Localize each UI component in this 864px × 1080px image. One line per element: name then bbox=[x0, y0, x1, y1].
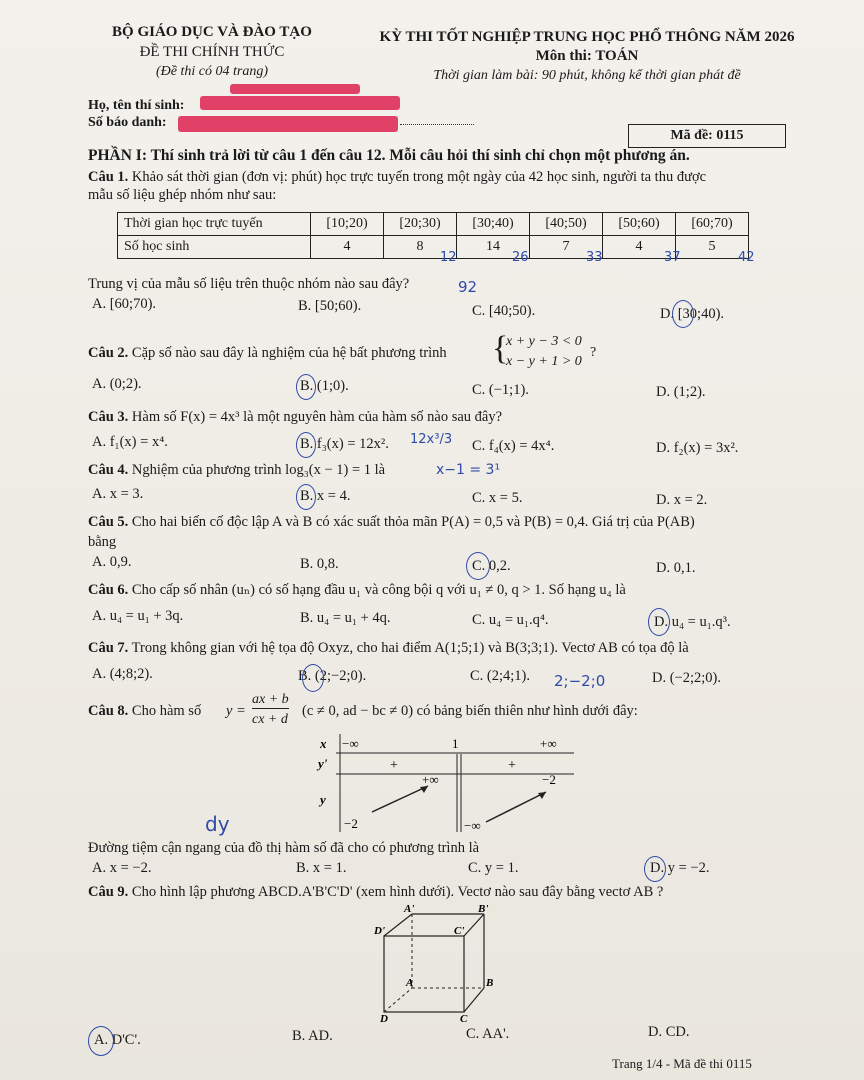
q5-label: Câu 5. bbox=[88, 514, 129, 530]
q2-text: Cặp số nào sau đây là nghiệm của hệ bất phương trình bbox=[131, 345, 447, 361]
handwriting-note: x−1 = 3¹ bbox=[436, 462, 501, 478]
q9-label: Câu 9. bbox=[88, 884, 129, 900]
q2-line bbox=[88, 345, 447, 362]
answer-circle bbox=[296, 484, 316, 510]
handwriting-note: 2;−2;0 bbox=[554, 672, 606, 690]
q5-line bbox=[88, 514, 695, 531]
redaction-id bbox=[178, 116, 398, 132]
handwriting-cumulative: 12 bbox=[440, 250, 457, 265]
table-count: 7 bbox=[530, 236, 603, 259]
q7-option-c[interactable]: C. (2;4;1). bbox=[470, 668, 531, 684]
q6-option-b[interactable]: B. u₄ = u₁ + 4q. bbox=[300, 610, 391, 626]
q6-line bbox=[88, 582, 626, 599]
vt-minus-infinity: −∞ bbox=[342, 736, 359, 751]
q2-option-a[interactable]: A. (0;2). bbox=[92, 376, 142, 392]
vt-yprime-label: y' bbox=[318, 756, 328, 771]
vt-sign-plus: + bbox=[508, 758, 516, 773]
table-count: 5 bbox=[676, 236, 749, 259]
exam-code-box: Mã đề: 0115 bbox=[628, 124, 786, 148]
table-count: 8 bbox=[384, 236, 457, 259]
q8-line bbox=[88, 703, 201, 720]
q4-option-c[interactable]: C. x = 5. bbox=[472, 490, 523, 506]
q4-option-d[interactable]: D. x = 2. bbox=[656, 492, 708, 508]
answer-circle bbox=[466, 552, 490, 580]
table-group: [50;60) bbox=[603, 213, 676, 236]
increasing-arrow-1 bbox=[372, 786, 428, 812]
table-row bbox=[118, 236, 749, 259]
q6-option-c[interactable]: C. u₄ = u₁.q⁴. bbox=[472, 612, 549, 628]
cube-label: B' bbox=[478, 904, 489, 915]
page-footer: Trang 1/4 - Mã đề thi 0115 bbox=[612, 1056, 752, 1071]
table-group: [10;20) bbox=[311, 213, 384, 236]
q4-option-b[interactable]: B. x = 4. bbox=[300, 488, 351, 504]
q7-option-d[interactable]: D. (−2;2;0). bbox=[652, 670, 721, 686]
q8-option-a[interactable]: A. x = −2. bbox=[92, 860, 152, 876]
answer-circle bbox=[302, 664, 324, 692]
vt-plus-infinity-y: +∞ bbox=[422, 772, 439, 787]
table-group: [20;30) bbox=[384, 213, 457, 236]
q6-label: Câu 6. bbox=[88, 582, 129, 598]
cube-label: C' bbox=[454, 925, 465, 937]
q1-question: Trung vị của mẫu số liệu trên thuộc nhóm nào sau đây? bbox=[88, 276, 410, 292]
vt-x-label: x bbox=[320, 736, 327, 751]
q5-option-d[interactable]: D. 0,1. bbox=[656, 560, 696, 576]
q8-text-pre: Cho hàm số bbox=[131, 703, 202, 719]
q5-option-b[interactable]: B. 0,8. bbox=[300, 556, 339, 572]
cube-label: D' bbox=[374, 925, 385, 937]
q9-option-b[interactable]: B. AD. bbox=[292, 1028, 333, 1044]
duration: Thời gian làm bài: 90 phút, không kể thời gian phát đề bbox=[433, 68, 741, 83]
q7-line bbox=[88, 640, 689, 657]
q1-option-a[interactable]: A. [60;70). bbox=[92, 296, 157, 312]
answer-circle bbox=[296, 432, 316, 458]
q2-label: Câu 2. bbox=[88, 345, 129, 361]
exam-type: ĐỀ THI CHÍNH THỨC bbox=[139, 44, 285, 60]
q7-label: Câu 7. bbox=[88, 640, 129, 656]
vt-minus-two-top: −2 bbox=[542, 772, 556, 787]
table-header-time: Thời gian học trực tuyến bbox=[118, 213, 311, 236]
answer-circle bbox=[672, 300, 694, 328]
q3-option-c[interactable]: C. f₄(x) = 4x⁴. bbox=[472, 438, 555, 454]
table-group: [40;50) bbox=[530, 213, 603, 236]
part1-heading: PHẦN I: Thí sinh trả lời từ câu 1 đến câu 12. Mỗi câu hỏi thí sinh chỉ chọn một phương án. bbox=[88, 147, 690, 164]
q8-denominator: cx + d bbox=[252, 712, 288, 727]
q8-question: Đường tiệm cận ngang của đồ thị hàm số đã cho có phương trình là bbox=[88, 840, 480, 856]
q4-label: Câu 4. bbox=[88, 462, 129, 478]
q5-text: Cho hai biến cố độc lập A và B có xác suất thỏa mãn P(A) = 0,5 và P(B) = 0,4. Giá trị của P(AB) bbox=[131, 514, 695, 530]
q8-option-d[interactable]: D. y = −2. bbox=[650, 860, 710, 876]
answer-circle bbox=[88, 1026, 114, 1056]
vt-plus-infinity: +∞ bbox=[540, 736, 557, 751]
q7-text: Trong không gian với hệ tọa độ Oxyz, cho hai điểm A(1;5;1) và B(3;3;1). Vectơ AB có tọa độ là bbox=[131, 640, 689, 656]
q1-option-d[interactable]: D. [30;40). bbox=[660, 306, 725, 322]
table-row bbox=[118, 213, 749, 236]
q6-text: Cho cấp số nhân (uₙ) có số hạng đầu u₁ và công bội q với u₁ ≠ 0, q > 1. Số hạng u₄ là bbox=[131, 582, 626, 598]
cube-label: D bbox=[380, 1013, 388, 1022]
header-right bbox=[352, 28, 822, 85]
table-group: [30;40) bbox=[457, 213, 530, 236]
q1-line2: mẫu số liệu ghép nhóm như sau: bbox=[88, 187, 277, 203]
q9-option-c[interactable]: C. AA'. bbox=[466, 1026, 510, 1042]
table-header-count: Số học sinh bbox=[118, 236, 311, 259]
q5-option-a[interactable]: A. 0,9. bbox=[92, 554, 132, 570]
handwriting-note: dy bbox=[205, 812, 230, 836]
cube-label: A' bbox=[404, 904, 415, 915]
pages-note: (Đề thi có 04 trang) bbox=[156, 64, 268, 79]
q5-line2: bằng bbox=[88, 534, 117, 550]
table-count: 14 bbox=[457, 236, 530, 259]
q2-system-line2: x − y + 1 > 0 bbox=[506, 354, 582, 369]
q2-system-line1: x + y − 3 < 0 bbox=[506, 334, 582, 349]
q4-line bbox=[88, 462, 385, 479]
q3-line bbox=[88, 409, 502, 426]
q8-y-eq: y = bbox=[226, 703, 246, 719]
handwriting-note: 12x³/3 bbox=[410, 432, 453, 447]
q8-option-b[interactable]: B. x = 1. bbox=[296, 860, 347, 876]
cube-figure bbox=[372, 904, 502, 1022]
answer-circle bbox=[296, 374, 316, 400]
cube-label: B bbox=[486, 977, 494, 989]
q9-line bbox=[88, 884, 663, 901]
vt-one: 1 bbox=[452, 736, 459, 751]
increasing-arrow-2 bbox=[486, 792, 546, 822]
q3-label: Câu 3. bbox=[88, 409, 129, 425]
handwriting-note: 92 bbox=[458, 278, 478, 296]
vt-minus-infinity-y: −∞ bbox=[464, 818, 481, 832]
handwriting-cumulative: 37 bbox=[664, 250, 681, 265]
q9-option-d[interactable]: D. CD. bbox=[648, 1024, 690, 1040]
q2-option-d[interactable]: D. (1;2). bbox=[656, 384, 706, 400]
q9-text: Cho hình lập phương ABCD.A'B'C'D' (xem hình dưới). Vectơ nào sau đây bằng vectơ AB ? bbox=[131, 884, 664, 900]
q7-option-b[interactable]: B. (2;−2;0). bbox=[298, 668, 367, 684]
answer-circle bbox=[644, 856, 666, 882]
q3-option-b[interactable]: B. f₃(x) = 12x². bbox=[300, 436, 389, 452]
q1-frequency-table bbox=[117, 212, 749, 259]
vt-y-label: y bbox=[320, 792, 326, 807]
q4-option-a[interactable]: A. x = 3. bbox=[92, 486, 144, 502]
q1-label: Câu 1. bbox=[88, 169, 129, 185]
vt-sign-plus: + bbox=[390, 758, 398, 773]
header-left bbox=[92, 22, 332, 82]
q8-label: Câu 8. bbox=[88, 703, 129, 719]
q8-option-c[interactable]: C. y = 1. bbox=[468, 860, 519, 876]
redaction-top bbox=[230, 84, 360, 94]
q8-numerator: ax + b bbox=[252, 692, 289, 707]
q3-option-a[interactable]: A. f₁(x) = x⁴. bbox=[92, 434, 168, 450]
system-brace: { bbox=[492, 330, 509, 367]
handwriting-cumulative: 33 bbox=[586, 250, 603, 265]
subject: Môn thi: TOÁN bbox=[535, 48, 639, 64]
cube-label: A bbox=[406, 977, 414, 989]
handwriting-cumulative: 42 bbox=[738, 250, 755, 265]
q1-line1 bbox=[88, 169, 706, 186]
handwriting-cumulative: 26 bbox=[512, 250, 529, 265]
q1-option-c[interactable]: C. [40;50). bbox=[472, 303, 536, 319]
table-count: 4 bbox=[311, 236, 384, 259]
q1-option-b[interactable]: B. [50;60). bbox=[298, 298, 362, 314]
q2-option-c[interactable]: C. (−1;1). bbox=[472, 382, 529, 398]
id-label: Số báo danh: bbox=[88, 115, 167, 130]
q5-option-c[interactable]: C. 0,2. bbox=[472, 558, 511, 574]
q1-text: Khảo sát thời gian (đơn vị: phút) học trực tuyến trong một ngày của 42 học sinh, người ta thu được bbox=[131, 169, 707, 185]
vt-minus-two-bottom: −2 bbox=[344, 816, 358, 831]
q6-option-a[interactable]: A. u₄ = u₁ + 3q. bbox=[92, 608, 184, 624]
q2-option-b[interactable]: B. (1;0). bbox=[300, 378, 349, 394]
q2-qmark: ? bbox=[590, 345, 597, 360]
exam-title: KỲ THI TỐT NGHIỆP TRUNG HỌC PHỔ THÔNG NĂM 2026 bbox=[379, 29, 795, 45]
cube-label: C bbox=[460, 1013, 468, 1022]
variation-table bbox=[316, 732, 574, 832]
q8-text-post: (c ≠ 0, ad − bc ≠ 0) có bảng biến thiên như hình dưới đây: bbox=[302, 703, 638, 719]
q6-option-d[interactable]: D. u₄ = u₁.q³. bbox=[654, 614, 731, 630]
answer-circle bbox=[648, 608, 670, 636]
q3-option-d[interactable]: D. f₂(x) = 3x². bbox=[656, 440, 739, 456]
id-dotted-line bbox=[400, 124, 474, 125]
table-group: [60;70) bbox=[676, 213, 749, 236]
table-count: 4 bbox=[603, 236, 676, 259]
redaction-name bbox=[200, 96, 400, 110]
ministry-name: BỘ GIÁO DỤC VÀ ĐÀO TẠO bbox=[112, 24, 312, 40]
name-label: Họ, tên thí sinh: bbox=[88, 98, 185, 113]
q7-option-a[interactable]: A. (4;8;2). bbox=[92, 666, 153, 682]
q9-option-a[interactable]: A. D'C'. bbox=[94, 1032, 141, 1048]
q4-text: Nghiệm của phương trình log₃(x − 1) = 1 là bbox=[131, 462, 386, 478]
q3-text: Hàm số F(x) = 4x³ là một nguyên hàm của hàm số nào sau đây? bbox=[131, 409, 503, 425]
